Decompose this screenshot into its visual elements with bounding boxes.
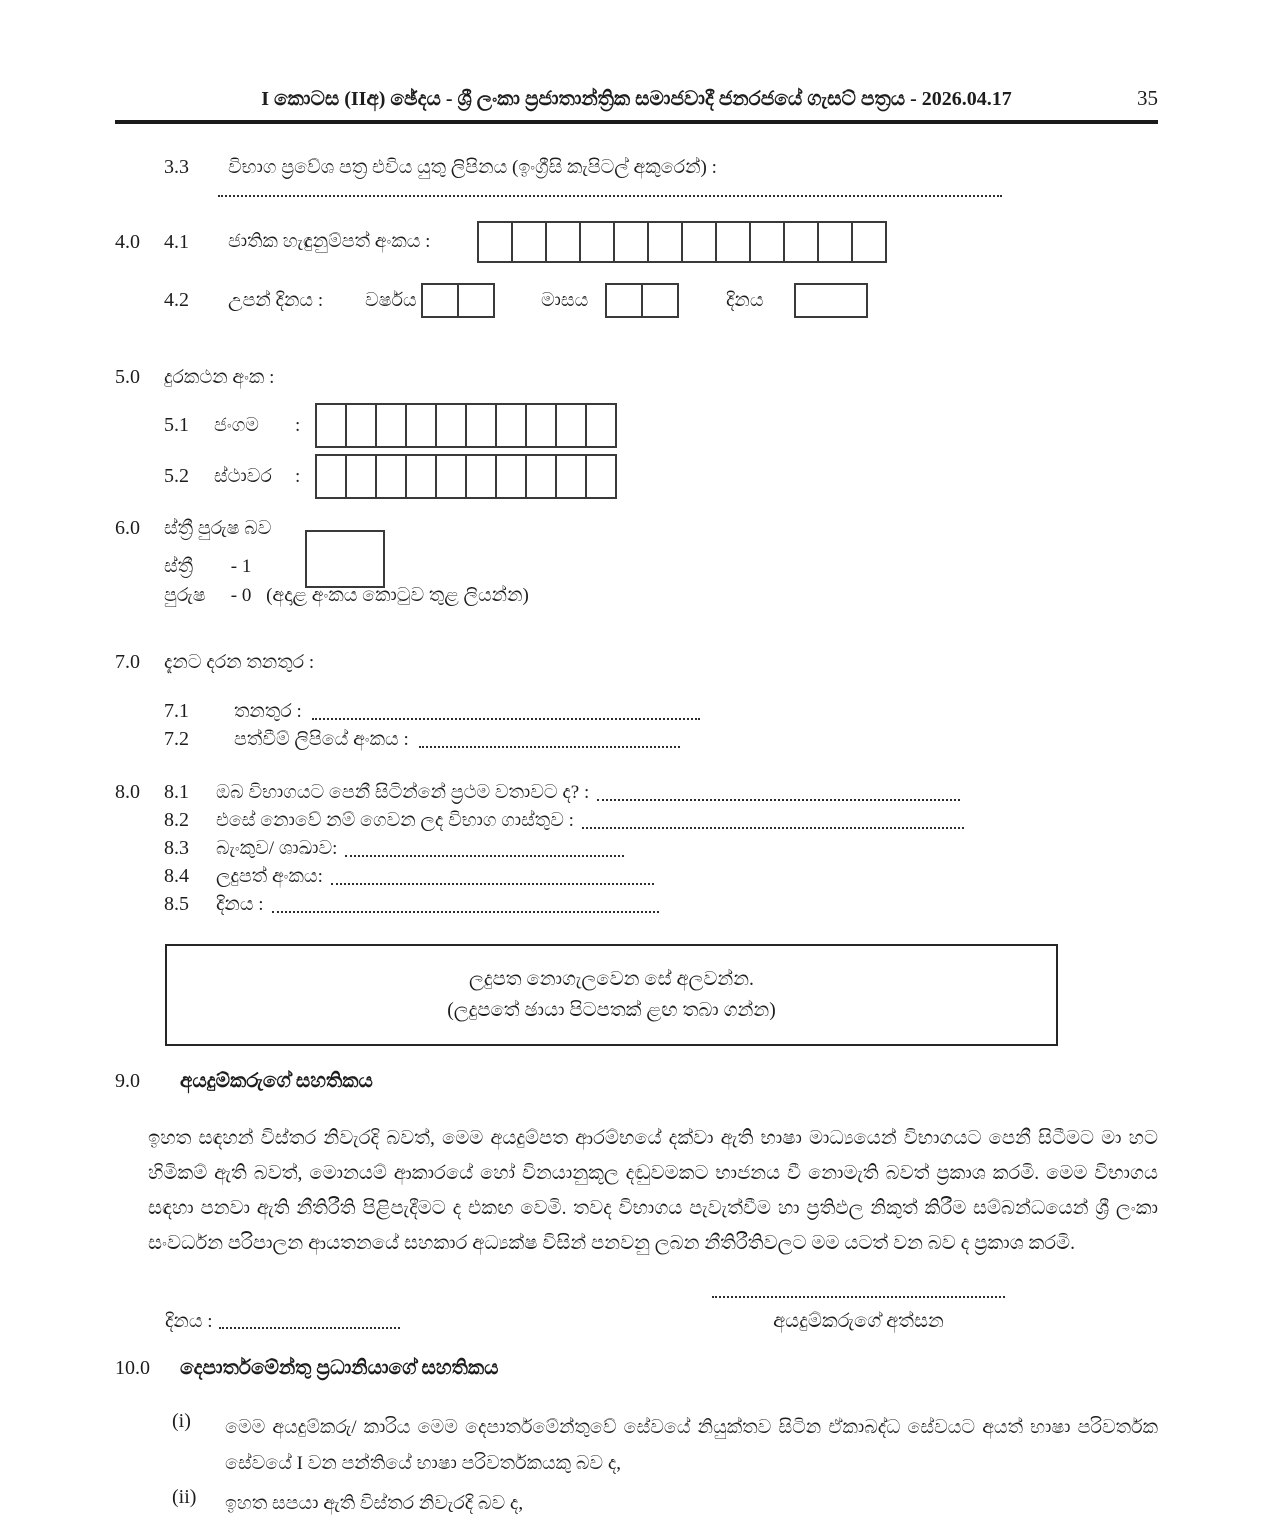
nic-number-grid: [477, 221, 887, 263]
receipt-number-write-line: [331, 866, 654, 885]
write-in-cell: [555, 454, 587, 499]
applicant-certificate-title: අයදුම්කරුගේ සහතිකය: [180, 1070, 373, 1092]
write-in-cell: [579, 221, 615, 263]
write-in-cell: [465, 454, 497, 499]
section-4-2: [164, 283, 1158, 318]
write-in-cell: [511, 221, 547, 263]
receipt-box-line-1: ලදුපත නොගැලවෙන සේ අලවන්න.: [469, 969, 754, 990]
write-in-cell: [525, 454, 557, 499]
dob-month-label: මාසය: [541, 289, 589, 311]
dob-year-label: වර්ෂය: [365, 289, 417, 311]
receipt-date-label: දිනය :: [216, 894, 264, 915]
write-in-cell: [715, 221, 751, 263]
section-number: 6.0: [115, 517, 140, 539]
landline-label: ස්ථාවර: [214, 465, 272, 487]
write-in-cell: [375, 454, 407, 499]
phone-section-label: දුරකථන අංක :: [164, 366, 275, 388]
applicant-declaration-paragraph: ඉහත සඳහන් විස්තර නිවැරදි බවත්, මෙම අයදුම්පත ආරම්භයේ දක්වා ඇති භාෂා මාධ්‍යයෙන් විභාගයට පෙනී සිටීමට මා හට හිමිකම් ඇති බවත්, මොනයම් ආකාරයේ හෝ විනයානුකූල දඬුවමකට භාජනය වී නොමැති බවත් ප්‍රකාශ කරමි. මෙම විභාගය සඳහා පනවා ඇති නීතිරීති පිළිපැදීමට ද එකඟ වෙමි. තවද විභාගය පැවැත්වීම හා ප්‍රතිඵල නිකුත් කිරීම සම්බන්ධයෙන් ශ්‍රී ලංකා සංවර්ධන පරිපාලන ආයතනයේ සහකාර අධ්‍යක්ෂ විසින් පනවනු ලබන නීතිරීතිවලට මම යටත් වන බව ද ප්‍රකාශ කරමි.: [148, 1128, 1158, 1254]
certificate-item-ii-text: ඉහත සපයා ඇති විස්තර නිවැරදි බව ද,: [225, 1493, 524, 1514]
section-8-4: [164, 865, 654, 888]
section-number: 7.2: [164, 728, 189, 750]
section-8-5: [164, 893, 659, 916]
receipt-date-write-line: [272, 894, 659, 913]
write-in-cell: [641, 283, 679, 318]
section-5-1: [164, 403, 1158, 448]
write-in-cell: [465, 403, 497, 448]
section-7: [115, 651, 1158, 674]
write-in-cell: [585, 454, 617, 499]
section-number: 3.3: [164, 156, 189, 178]
write-in-cell: [315, 454, 347, 499]
write-in-cell: [783, 221, 819, 263]
section-8-3: [164, 837, 624, 860]
section-number: 7.0: [115, 651, 140, 673]
section-number: 8.5: [164, 893, 189, 915]
section-7-2: [164, 728, 680, 751]
section-number: 10.0: [115, 1357, 150, 1379]
section-8-2: [164, 809, 964, 832]
write-in-cell: [681, 221, 717, 263]
section-9: [115, 1070, 1158, 1093]
certificate-item-i: [172, 1410, 1158, 1482]
receipt-box-line-2: (ලදුපතේ ඡායා පිටපතක් ළඟ තබා ගන්න): [447, 1000, 776, 1021]
dob-day-label: දිනය: [726, 289, 764, 311]
nic-label: ජාතික හැඳුනුම්පත් අංකය :: [228, 231, 431, 252]
section-10: [115, 1357, 1158, 1380]
gender-note: (අදාළ අංකය කොටුව තුළ ලියන්න): [266, 585, 529, 606]
section-number: 4.2: [164, 289, 189, 311]
signature-write-line: [712, 1295, 1005, 1298]
receipt-paste-box: [165, 944, 1058, 1046]
dob-label: උපන් දිනය :: [228, 289, 324, 311]
section-7-1: [164, 700, 700, 723]
write-in-cell: [421, 283, 459, 318]
write-in-cell: [605, 283, 643, 318]
section-number: 8.0: [115, 781, 140, 803]
exam-fee-label: එසේ නොවේ නම් ගෙවන ලද විභාග ගාස්තුව :: [216, 810, 574, 831]
address-label: විභාග ප්‍රවේශ පත්‍ර එවිය යුතු ලිපිනය (ඉංග්‍රීසි කැපිටල් අකුරෙන්) :: [228, 156, 717, 178]
section-number: 8.1: [164, 781, 189, 803]
write-in-cell: [585, 403, 617, 448]
write-in-cell: [477, 221, 513, 263]
section-number: 5.1: [164, 414, 189, 436]
signature-caption: අයදුම්කරුගේ අත්සන: [773, 1311, 944, 1332]
bank-branch-label: බැංකුව/ ශාඛාව:: [216, 838, 338, 859]
write-in-cell: [457, 283, 495, 318]
post-write-line: [312, 701, 700, 720]
female-label: ස්ත්‍රී: [164, 556, 194, 577]
signature-field: [712, 1295, 1005, 1333]
current-post-label: දැනට දරන තනතුර :: [164, 651, 315, 673]
page-number: 35: [1137, 86, 1158, 110]
section-number: 5.0: [115, 366, 140, 388]
first-attempt-write-line: [597, 782, 960, 801]
gender-male-line: [164, 585, 1158, 607]
section-number: 4.1: [164, 230, 189, 253]
write-in-cell: [375, 403, 407, 448]
write-in-cell: [435, 454, 467, 499]
section-number: 8.3: [164, 837, 189, 859]
department-head-certificate-title: දෙපාර්තමේන්තු ප්‍රධානියාගේ සහතිකය: [180, 1357, 499, 1379]
write-in-cell: [545, 221, 581, 263]
section-number: 5.2: [164, 465, 189, 487]
gender-label: ස්ත්‍රී පුරුෂ බව: [164, 517, 272, 539]
dob-month-grid: [605, 283, 679, 318]
dob-year-grid: [421, 283, 495, 318]
section-number: 7.1: [164, 700, 189, 722]
write-in-cell: [817, 221, 853, 263]
date-signature-row: [165, 1295, 1158, 1333]
bank-branch-write-line: [345, 838, 624, 857]
appointment-letter-write-line: [419, 729, 680, 748]
section-4-1: [115, 221, 1158, 263]
exam-fee-write-line: [582, 810, 964, 829]
write-in-cell: [405, 403, 437, 448]
mobile-label: ජංගම: [214, 414, 259, 436]
male-label: පුරුෂ: [164, 585, 206, 606]
dob-day-grid: [794, 283, 868, 318]
section-6: [115, 517, 1158, 607]
certificate-item-ii: [172, 1486, 1158, 1522]
date-field: [165, 1295, 400, 1333]
receipt-number-label: ලදුපත් අංකය:: [216, 866, 323, 887]
appointment-letter-label: පත්වීම් ලිපියේ අංකය :: [234, 729, 409, 750]
write-in-cell: [495, 403, 527, 448]
write-in-cell: [613, 221, 649, 263]
write-in-cell: [647, 221, 683, 263]
section-number: 8.4: [164, 865, 189, 887]
section-number: 9.0: [115, 1070, 140, 1092]
item-marker: (i): [172, 1410, 191, 1432]
section-8-1: [115, 781, 960, 804]
write-in-cell: [315, 403, 347, 448]
address-write-line: [218, 195, 1002, 197]
write-in-cell: [345, 403, 377, 448]
certificate-item-i-text: මෙම අයදුම්කරු/ කාරිය මෙම දෙපාර්තමේන්තුවේ සේවයේ නියුක්තව සිටින ඒකාබද්ධ සේවයට අයත් භාෂා පරිවර්තක සේවයේ I වන පන්තියේ භාෂා පරිවර්තකයකු බව ද,: [225, 1417, 1158, 1474]
date-write-line: [219, 1310, 400, 1329]
write-in-cell: [749, 221, 785, 263]
date-label: දිනය :: [165, 1311, 213, 1332]
landline-number-grid: [315, 454, 617, 499]
mobile-number-grid: [315, 403, 617, 448]
section-5: [115, 366, 1158, 389]
page-header: [115, 86, 1158, 124]
mobile-colon: :: [295, 414, 301, 436]
gazette-header-title: I කොටස (IIඅ) ඡේදය - ශ්‍රී ලංකා ප්‍රජාතාන්ත්‍රික සමාජවාදී ජනරජයේ ගැසට් පත්‍රය - 2026.04.17: [261, 88, 1012, 110]
section-number: 4.0: [115, 230, 140, 253]
gender-heading-row: [115, 517, 1158, 540]
post-label: තනතුර :: [234, 701, 302, 722]
write-in-cell: [495, 454, 527, 499]
section-3-3: [164, 156, 1158, 179]
write-in-cell: [794, 283, 868, 318]
gender-write-box: [305, 530, 385, 588]
female-code: - 1: [230, 556, 252, 577]
male-code: - 0: [230, 585, 252, 606]
item-marker: (ii): [172, 1486, 197, 1508]
write-in-cell: [555, 403, 587, 448]
write-in-cell: [405, 454, 437, 499]
write-in-cell: [525, 403, 557, 448]
first-attempt-label: ඔබ විභාගයට පෙනී සිටින්නේ ප්‍රථම වතාවට ද? :: [216, 782, 590, 803]
write-in-cell: [851, 221, 887, 263]
section-5-2: [164, 454, 1158, 499]
write-in-cell: [345, 454, 377, 499]
landline-colon: :: [295, 465, 301, 487]
section-number: 8.2: [164, 809, 189, 831]
write-in-cell: [435, 403, 467, 448]
